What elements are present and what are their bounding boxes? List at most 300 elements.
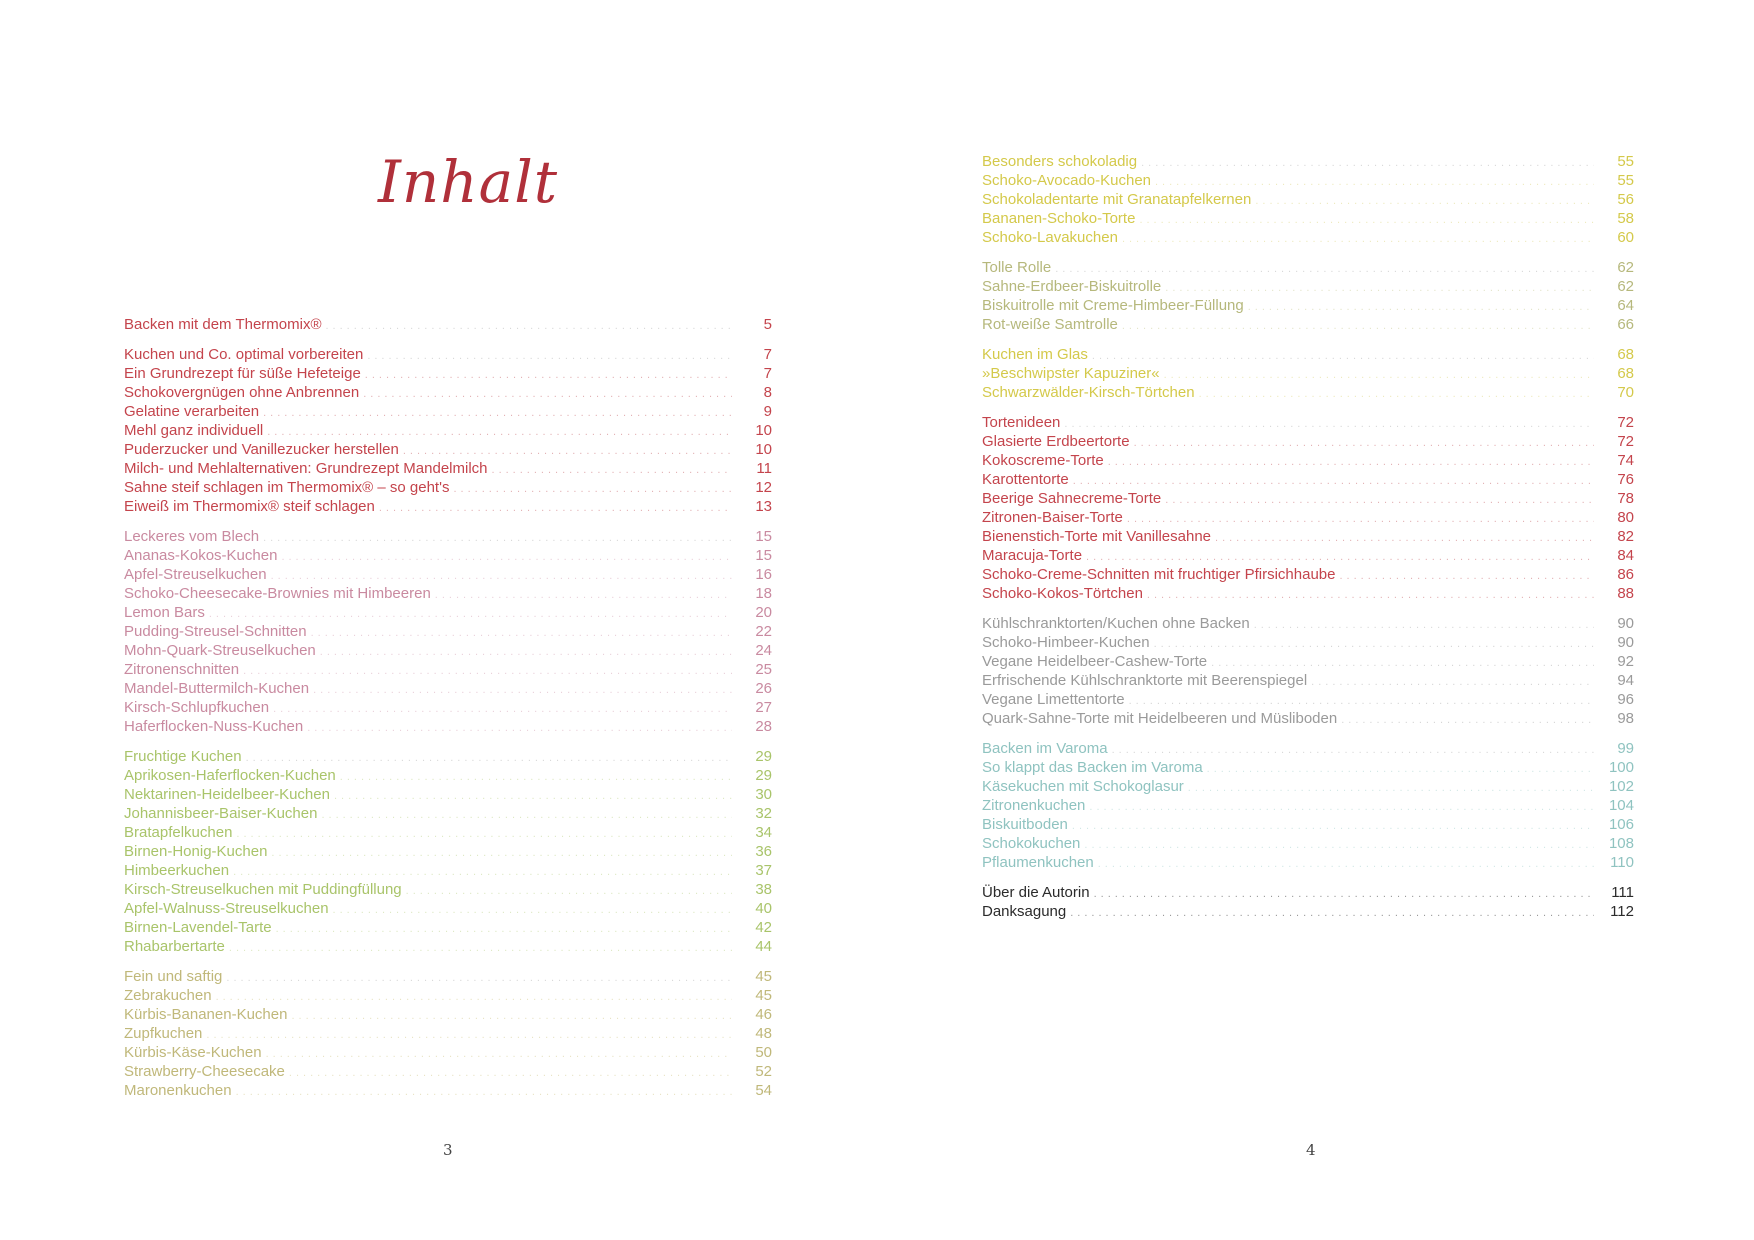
toc-entry-label: Kokoscreme-Torte <box>982 452 1104 469</box>
toc-heading-label: Tortenideen <box>982 414 1061 431</box>
toc-entry <box>982 690 1634 709</box>
toc-heading-page: 90 <box>1617 615 1634 632</box>
dot-leader <box>307 719 732 738</box>
toc-heading-page: 62 <box>1617 259 1634 276</box>
toc-entry <box>124 546 772 565</box>
toc-entry-label: Rhabarbertarte <box>124 938 225 955</box>
dot-leader <box>492 461 732 480</box>
toc-section <box>124 747 772 956</box>
toc-entry <box>124 899 772 918</box>
toc-entry-label: Strawberry-Cheesecake <box>124 1063 285 1080</box>
toc-entry-page: 62 <box>1617 278 1634 295</box>
toc-entry-page: 100 <box>1608 759 1634 776</box>
dot-leader <box>406 882 732 901</box>
toc-entry-label: Danksagung <box>982 903 1067 920</box>
toc-heading-page: 68 <box>1617 346 1634 363</box>
dot-leader <box>1108 453 1594 472</box>
toc-entry-label: Mandel-Buttermilch-Kuchen <box>124 680 310 697</box>
toc-entry-page: 78 <box>1617 490 1634 507</box>
dot-leader <box>291 1007 732 1026</box>
dot-leader <box>311 624 732 643</box>
toc-entry <box>124 823 772 842</box>
toc-entry-label: Maronenkuchen <box>124 1082 232 1099</box>
toc-heading-page: 72 <box>1617 414 1634 431</box>
toc-entry-page: 36 <box>755 843 772 860</box>
toc-entry <box>124 641 772 660</box>
dot-leader <box>367 347 732 366</box>
toc-entry-page: 72 <box>1617 433 1634 450</box>
toc-entry <box>124 584 772 603</box>
toc-entry-page: 106 <box>1608 816 1634 833</box>
dot-leader <box>340 768 732 787</box>
toc-entry <box>982 853 1634 872</box>
toc-entry-label: Mehl ganz individuell <box>124 422 264 439</box>
toc-entry-page: 84 <box>1617 547 1634 564</box>
toc-heading-page: 7 <box>763 346 772 363</box>
dot-leader <box>216 988 732 1007</box>
dot-leader <box>365 366 732 385</box>
toc-entry <box>124 937 772 956</box>
toc-entry-label: Johannisbeer-Baiser-Kuchen <box>124 805 318 822</box>
dot-leader <box>1154 635 1594 654</box>
toc-entry-page: 112 <box>1610 903 1634 920</box>
toc-entry <box>124 766 772 785</box>
toc-entry <box>124 1081 772 1100</box>
toc-entry-label: Nektarinen-Heidelbeer-Kuchen <box>124 786 330 803</box>
dot-leader <box>1098 855 1594 874</box>
toc-heading-label: Tolle Rolle <box>982 259 1052 276</box>
dot-leader <box>1215 529 1594 548</box>
dot-leader <box>226 969 732 988</box>
toc-heading-page: 5 <box>763 316 772 333</box>
toc-entry-label: Vegane Limettentorte <box>982 691 1125 708</box>
dot-leader <box>1339 567 1594 586</box>
toc-section <box>982 345 1634 402</box>
dot-leader <box>333 901 732 920</box>
toc-section-heading <box>982 258 1634 277</box>
toc-entry-label: Bananen-Schoko-Torte <box>982 210 1136 227</box>
toc-entry-page: 56 <box>1617 191 1634 208</box>
dot-leader <box>1141 154 1594 173</box>
toc-entry <box>982 364 1634 383</box>
toc-entry-label: Gelatine verarbeiten <box>124 403 260 420</box>
toc-right-column <box>982 152 1634 932</box>
dot-leader <box>236 825 732 844</box>
toc-entry <box>982 527 1634 546</box>
dot-leader <box>1122 230 1594 249</box>
toc-entry-label: Schokoladentarte mit Granatapfelkernen <box>982 191 1252 208</box>
toc-section-heading <box>982 345 1634 364</box>
toc-entry-label: Lemon Bars <box>124 604 205 621</box>
toc-entry-page: 98 <box>1617 710 1634 727</box>
toc-entry <box>124 1024 772 1043</box>
toc-entry <box>982 883 1634 902</box>
dot-leader <box>313 681 732 700</box>
toc-entry-page: 37 <box>755 862 772 879</box>
toc-entry-page: 102 <box>1608 778 1634 795</box>
page-number-right: 4 <box>1306 1141 1316 1159</box>
toc-section-heading <box>124 527 772 546</box>
toc-entry-label: Kürbis-Käse-Kuchen <box>124 1044 262 1061</box>
toc-section-heading <box>982 413 1634 432</box>
dot-leader <box>1089 798 1594 817</box>
toc-entry-page: 29 <box>755 767 772 784</box>
toc-heading-page: 15 <box>755 528 772 545</box>
toc-entry-label: Bienenstich-Torte mit Vanillesahne <box>982 528 1212 545</box>
toc-entry <box>982 383 1634 402</box>
toc-entry <box>124 565 772 584</box>
toc-section <box>982 739 1634 872</box>
toc-entry <box>124 364 772 383</box>
dot-leader <box>1134 434 1594 453</box>
toc-entry <box>124 459 772 478</box>
toc-entry-page: 7 <box>763 365 772 382</box>
toc-entry-label: Eiweiß im Thermomix® steif schlagen <box>124 498 375 515</box>
toc-entry-page: 55 <box>1617 172 1634 189</box>
dot-leader <box>1165 491 1594 510</box>
dot-leader <box>289 1064 732 1083</box>
dot-leader <box>236 1083 732 1102</box>
toc-entry-label: Mohn-Quark-Streuselkuchen <box>124 642 316 659</box>
dot-leader <box>1341 711 1594 730</box>
toc-entry-label: Glasierte Erdbeertorte <box>982 433 1130 450</box>
toc-section-heading <box>982 739 1634 758</box>
toc-entry <box>982 834 1634 853</box>
toc-heading-label: Leckeres vom Blech <box>124 528 260 545</box>
toc-entry-page: 25 <box>755 661 772 678</box>
toc-entry-page: 68 <box>1617 365 1634 382</box>
toc-entry-page: 20 <box>755 604 772 621</box>
toc-entry <box>982 671 1634 690</box>
right-page <box>877 0 1754 1240</box>
toc-entry-page: 111 <box>1611 884 1634 901</box>
toc-entry-page: 34 <box>755 824 772 841</box>
toc-entry <box>982 171 1634 190</box>
toc-entry-label: Kirsch-Streuselkuchen mit Puddingfüllung <box>124 881 402 898</box>
toc-entry-page: 11 <box>756 460 772 477</box>
toc-entry <box>982 190 1634 209</box>
toc-entry <box>982 315 1634 334</box>
toc-heading-label: Fruchtige Kuchen <box>124 748 242 765</box>
toc-section <box>982 258 1634 334</box>
toc-entry-page: 16 <box>755 566 772 583</box>
toc-entry <box>124 660 772 679</box>
toc-entry-page: 13 <box>755 498 772 515</box>
dot-leader <box>326 317 733 336</box>
toc-heading-page: 55 <box>1617 153 1634 170</box>
toc-entry-label: Sahne steif schlagen im Thermomix® – so geht's <box>124 479 450 496</box>
dot-leader <box>1139 211 1594 230</box>
toc-entry <box>982 209 1634 228</box>
toc-entry <box>982 815 1634 834</box>
toc-entry-label: Beerige Sahnecreme-Torte <box>982 490 1162 507</box>
dot-leader <box>273 700 732 719</box>
toc-entry <box>124 861 772 880</box>
dot-leader <box>379 499 732 518</box>
toc-entry <box>124 717 772 736</box>
toc-entry <box>982 565 1634 584</box>
toc-entry <box>124 986 772 1005</box>
toc-entry-page: 15 <box>755 547 772 564</box>
dot-leader <box>1207 760 1594 779</box>
toc-entry-page: 58 <box>1617 210 1634 227</box>
toc-entry-page: 32 <box>755 805 772 822</box>
toc-heading-label: Backen mit dem Thermomix® <box>124 316 322 333</box>
toc-entry <box>982 652 1634 671</box>
toc-entry <box>124 440 772 459</box>
toc-section-heading <box>124 345 772 364</box>
dot-leader <box>263 404 732 423</box>
dot-leader <box>1122 317 1594 336</box>
toc-entry <box>982 277 1634 296</box>
toc-entry <box>982 508 1634 527</box>
toc-entry <box>982 633 1634 652</box>
toc-entry-label: Apfel-Streuselkuchen <box>124 566 267 583</box>
toc-entry-page: 42 <box>755 919 772 936</box>
toc-entry-label: Kürbis-Bananen-Kuchen <box>124 1006 288 1023</box>
toc-entry-label: Ein Grundrezept für süße Hefeteige <box>124 365 361 382</box>
toc-entry-page: 70 <box>1617 384 1634 401</box>
toc-entry-page: 66 <box>1617 316 1634 333</box>
dot-leader <box>1199 385 1594 404</box>
toc-entry-label: Erfrischende Kühlschranktorte mit Beerenspiegel <box>982 672 1308 689</box>
toc-entry <box>124 918 772 937</box>
toc-entry-page: 64 <box>1617 297 1634 314</box>
toc-entry-label: Schokokuchen <box>982 835 1081 852</box>
dot-leader <box>1064 415 1594 434</box>
toc-entry-label: Über die Autorin <box>982 884 1090 901</box>
toc-entry-page: 10 <box>755 422 772 439</box>
toc-entry <box>982 758 1634 777</box>
toc-entry <box>982 470 1634 489</box>
toc-entry-page: 9 <box>763 403 772 420</box>
toc-entry-page: 46 <box>755 1006 772 1023</box>
toc-section <box>982 883 1634 921</box>
toc-section <box>124 315 772 334</box>
toc-entry-label: Puderzucker und Vanillezucker herstellen <box>124 441 399 458</box>
toc-entry-page: 52 <box>755 1063 772 1080</box>
toc-heading-page: 45 <box>755 968 772 985</box>
dot-leader <box>1188 779 1594 798</box>
toc-section-heading <box>982 614 1634 633</box>
toc-entry <box>124 603 772 622</box>
toc-entry-page: 45 <box>755 987 772 1004</box>
toc-entry <box>982 451 1634 470</box>
dot-leader <box>206 1026 732 1045</box>
toc-entry-label: Biskuitrolle mit Creme-Himbeer-Füllung <box>982 297 1244 314</box>
toc-section <box>124 345 772 516</box>
toc-entry-label: Karottentorte <box>982 471 1069 488</box>
toc-section-heading <box>982 152 1634 171</box>
toc-heading-label: Kühlschranktorten/Kuchen ohne Backen <box>982 615 1250 632</box>
toc-entry-page: 110 <box>1610 854 1634 871</box>
toc-entry <box>124 622 772 641</box>
toc-entry <box>124 478 772 497</box>
toc-heading-label: Fein und saftig <box>124 968 223 985</box>
toc-entry-page: 86 <box>1617 566 1634 583</box>
dot-leader <box>1254 616 1594 635</box>
dot-leader <box>1248 298 1594 317</box>
toc-entry-label: Käsekuchen mit Schokoglasur <box>982 778 1184 795</box>
toc-section <box>982 152 1634 247</box>
toc-entry-label: Zitronenkuchen <box>982 797 1086 814</box>
toc-entry-label: Schoko-Cheesecake-Brownies mit Himbeeren <box>124 585 431 602</box>
toc-entry-label: Pflaumenkuchen <box>982 854 1094 871</box>
toc-section <box>124 967 772 1100</box>
toc-entry-page: 22 <box>755 623 772 640</box>
toc-entry-page: 38 <box>755 881 772 898</box>
dot-leader <box>320 643 732 662</box>
toc-entry <box>982 709 1634 728</box>
toc-entry-page: 26 <box>755 680 772 697</box>
toc-entry-label: Ananas-Kokos-Kuchen <box>124 547 278 564</box>
dot-leader <box>321 806 732 825</box>
dot-leader <box>453 480 732 499</box>
toc-entry <box>124 698 772 717</box>
toc-entry <box>982 584 1634 603</box>
dot-leader <box>266 1045 732 1064</box>
toc-entry-label: Aprikosen-Haferflocken-Kuchen <box>124 767 336 784</box>
toc-entry-page: 90 <box>1617 634 1634 651</box>
toc-left-column <box>124 315 772 1111</box>
toc-entry-page: 76 <box>1617 471 1634 488</box>
toc-entry-page: 96 <box>1617 691 1634 708</box>
toc-entry-label: Birnen-Honig-Kuchen <box>124 843 268 860</box>
toc-entry-label: Sahne-Erdbeer-Biskuitrolle <box>982 278 1162 295</box>
toc-entry-label: Schokovergnügen ohne Anbrennen <box>124 384 360 401</box>
toc-entry <box>982 296 1634 315</box>
toc-entry-label: »Beschwipster Kapuziner« <box>982 365 1160 382</box>
toc-entry-label: Rot-weiße Samtrolle <box>982 316 1118 333</box>
toc-entry-page: 10 <box>755 441 772 458</box>
page-title: Inhalt <box>378 148 559 216</box>
toc-entry <box>124 1005 772 1024</box>
dot-leader <box>281 548 732 567</box>
toc-entry-label: Pudding-Streusel-Schnitten <box>124 623 307 640</box>
toc-entry <box>124 785 772 804</box>
toc-entry <box>982 796 1634 815</box>
toc-entry-label: Zitronenschnitten <box>124 661 240 678</box>
dot-leader <box>1084 836 1594 855</box>
dot-leader <box>1092 347 1594 366</box>
toc-entry-label: Schwarzwälder-Kirsch-Törtchen <box>982 384 1195 401</box>
toc-entry-page: 28 <box>755 718 772 735</box>
toc-entry <box>982 777 1634 796</box>
toc-entry <box>124 842 772 861</box>
toc-entry <box>124 1062 772 1081</box>
dot-leader <box>435 586 732 605</box>
toc-entry-label: Zebrakuchen <box>124 987 212 1004</box>
dot-leader <box>1164 366 1594 385</box>
toc-entry-label: Schoko-Creme-Schnitten mit fruchtiger Pfirsichhaube <box>982 566 1336 583</box>
toc-entry-page: 92 <box>1617 653 1634 670</box>
toc-entry-page: 108 <box>1608 835 1634 852</box>
toc-entry <box>982 228 1634 247</box>
toc-entry-page: 94 <box>1617 672 1634 689</box>
toc-entry <box>124 497 772 516</box>
toc-entry <box>124 804 772 823</box>
toc-entry-page: 104 <box>1608 797 1634 814</box>
toc-section <box>982 614 1634 728</box>
toc-entry-label: Vegane Heidelbeer-Cashew-Torte <box>982 653 1208 670</box>
toc-entry-page: 54 <box>755 1082 772 1099</box>
toc-entry-label: Apfel-Walnuss-Streuselkuchen <box>124 900 329 917</box>
toc-section-heading <box>124 315 772 334</box>
toc-heading-page: 99 <box>1617 740 1634 757</box>
toc-heading-label: Besonders schokoladig <box>982 153 1138 170</box>
toc-entry <box>982 546 1634 565</box>
dot-leader <box>1147 586 1594 605</box>
toc-entry-label: Maracuja-Torte <box>982 547 1083 564</box>
toc-section-heading <box>124 967 772 986</box>
toc-entry-page: 74 <box>1617 452 1634 469</box>
toc-entry-label: Milch- und Mehlalternativen: Grundrezept Mandelmilch <box>124 460 488 477</box>
toc-entry-label: Haferflocken-Nuss-Kuchen <box>124 718 304 735</box>
toc-entry-page: 18 <box>755 585 772 602</box>
dot-leader <box>229 939 732 958</box>
toc-entry-page: 30 <box>755 786 772 803</box>
dot-leader <box>1072 817 1594 836</box>
toc-section <box>124 527 772 736</box>
toc-entry-label: Kirsch-Schlupfkuchen <box>124 699 270 716</box>
toc-entry-label: So klappt das Backen im Varoma <box>982 759 1203 776</box>
toc-entry <box>124 421 772 440</box>
page-number-left: 3 <box>443 1141 453 1159</box>
toc-entry-page: 40 <box>755 900 772 917</box>
toc-entry <box>982 489 1634 508</box>
dot-leader <box>363 385 732 404</box>
toc-entry-label: Quark-Sahne-Torte mit Heidelbeeren und Müsliboden <box>982 710 1338 727</box>
toc-entry-label: Birnen-Lavendel-Tarte <box>124 919 272 936</box>
toc-entry-label: Schoko-Lavakuchen <box>982 229 1118 246</box>
dot-leader <box>271 844 732 863</box>
toc-entry <box>982 432 1634 451</box>
dot-leader <box>334 787 732 806</box>
toc-entry-label: Biskuitboden <box>982 816 1068 833</box>
toc-entry-label: Schoko-Himbeer-Kuchen <box>982 634 1150 651</box>
toc-entry-label: Zitronen-Baiser-Torte <box>982 509 1123 526</box>
toc-section <box>982 413 1634 603</box>
dot-leader <box>1255 192 1594 211</box>
toc-entry-label: Zupfkuchen <box>124 1025 203 1042</box>
toc-entry <box>124 383 772 402</box>
toc-entry-page: 80 <box>1617 509 1634 526</box>
toc-entry-page: 48 <box>755 1025 772 1042</box>
toc-entry-label: Himbeerkuchen <box>124 862 230 879</box>
toc-entry-page: 27 <box>755 699 772 716</box>
toc-entry-page: 60 <box>1617 229 1634 246</box>
toc-entry-page: 24 <box>755 642 772 659</box>
dot-leader <box>1311 673 1594 692</box>
toc-section-heading <box>124 747 772 766</box>
toc-entry-page: 12 <box>755 479 772 496</box>
toc-entry <box>124 679 772 698</box>
toc-entry-page: 50 <box>755 1044 772 1061</box>
toc-entry-page: 88 <box>1617 585 1634 602</box>
toc-entry-page: 44 <box>755 938 772 955</box>
dot-leader <box>263 529 732 548</box>
toc-entry <box>124 1043 772 1062</box>
toc-entry <box>124 402 772 421</box>
dot-leader <box>1070 904 1594 923</box>
dot-leader <box>1094 885 1594 904</box>
toc-heading-label: Kuchen im Glas <box>982 346 1088 363</box>
dot-leader <box>243 662 732 681</box>
toc-entry-label: Bratapfelkuchen <box>124 824 233 841</box>
toc-heading-label: Backen im Varoma <box>982 740 1108 757</box>
toc-entry <box>982 902 1634 921</box>
toc-entry-label: Schoko-Kokos-Törtchen <box>982 585 1143 602</box>
